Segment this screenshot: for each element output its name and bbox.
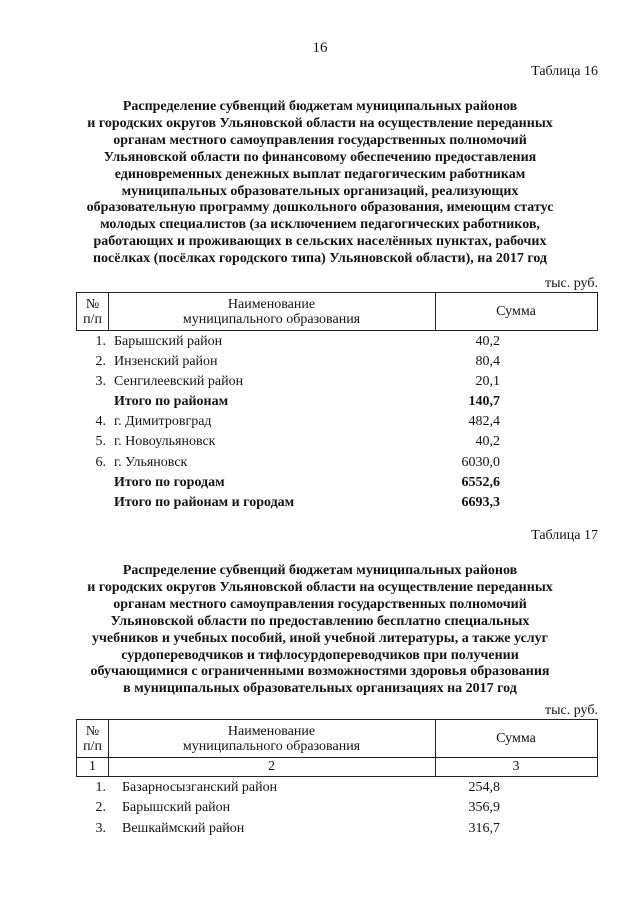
title-line: и городских округов Ульяновской области на осуществление переданных xyxy=(87,115,553,131)
header-sum: Сумма xyxy=(496,304,536,319)
title-line: единовременных денежных выплат педагогическим работникам xyxy=(114,166,526,182)
table-row: 3. Сенгилеевский район 20,1 xyxy=(95,374,500,389)
column-number: 1 xyxy=(77,758,109,776)
title-line: и городских округов Ульяновской области на осуществление переданных xyxy=(87,579,553,595)
title-line: обучающимися с ограниченными возможностями здоровья образования xyxy=(90,664,550,680)
table-17-unit: тыс. руб. xyxy=(545,703,598,718)
header-num: № п/п xyxy=(77,720,109,757)
table-16-title xyxy=(60,99,580,268)
table-row: 1. Базарносызганский район 254,8 xyxy=(95,780,500,795)
table-row: 6. г. Ульяновск 6030,0 xyxy=(95,455,500,470)
table-row: 5. г. Новоульяновск 40,2 xyxy=(95,434,500,449)
title-line: посёлках (посёлках городского типа) Ульяновской области), на 2017 год xyxy=(92,251,548,267)
table-row: 4. г. Димитровград 482,4 xyxy=(95,414,500,429)
header-name: Наименование муниципального образования xyxy=(108,293,436,330)
table-16-unit: тыс. руб. xyxy=(545,276,598,291)
title-line: муниципальных образовательных организаций, реализующих xyxy=(121,183,519,199)
table-row: 2. Инзенский район 80,4 xyxy=(95,354,500,369)
table-17-header xyxy=(76,719,598,758)
title-line: образовательную программу дошкольного образования, имеющим статус xyxy=(86,200,554,216)
title-line: учебников и учебных пособий, иной учебной литературы, а также услуг xyxy=(92,630,548,646)
table-row-subtotal: Итого по городам 6552,6 xyxy=(114,475,500,490)
table-row-total: Итого по районам и городам 6693,3 xyxy=(114,495,500,510)
table-16-label: Таблица 16 xyxy=(531,64,598,79)
table-row-subtotal: Итого по районам 140,7 xyxy=(114,394,500,409)
title-line: Распределение субвенций бюджетам муниципальных районов xyxy=(122,563,518,578)
title-line: Ульяновской области по финансовому обеспечению предоставления xyxy=(103,149,537,165)
page-number: 16 xyxy=(312,40,328,56)
title-line: органам местного самоуправления государственных полномочий xyxy=(113,596,527,612)
title-line: Распределение субвенций бюджетам муниципальных районов xyxy=(122,99,518,114)
column-number: 2 xyxy=(108,758,436,776)
header-num: № п/п xyxy=(77,293,109,330)
title-line: органам местного самоуправления государственных полномочий xyxy=(113,132,527,148)
title-line: в муниципальных образовательных организациях на 2017 год xyxy=(123,681,517,697)
table-row: 1. Барышский район 40,2 xyxy=(95,334,500,349)
column-number-row xyxy=(76,758,598,777)
column-number: 3 xyxy=(512,759,520,774)
title-line: молодых специалистов (за исключением педагогических работников, xyxy=(100,217,540,233)
table-16-header xyxy=(76,292,598,331)
title-line: Ульяновской области по предоставлению бесплатно специальных xyxy=(110,613,530,629)
title-line: работающих и проживающих в сельских населённых пунктах, рабочих xyxy=(93,234,547,250)
title-line: сурдопереводчиков и тифлосурдопереводчиков при получении xyxy=(121,647,519,663)
table-17-title xyxy=(60,563,580,698)
header-sum: Сумма xyxy=(496,731,536,746)
table-17-label: Таблица 17 xyxy=(531,528,598,543)
table-row: 2. Барышский район 356,9 xyxy=(95,800,500,815)
header-name: Наименование муниципального образования xyxy=(108,720,436,757)
table-row: 3. Вешкаймский район 316,7 xyxy=(95,821,500,836)
